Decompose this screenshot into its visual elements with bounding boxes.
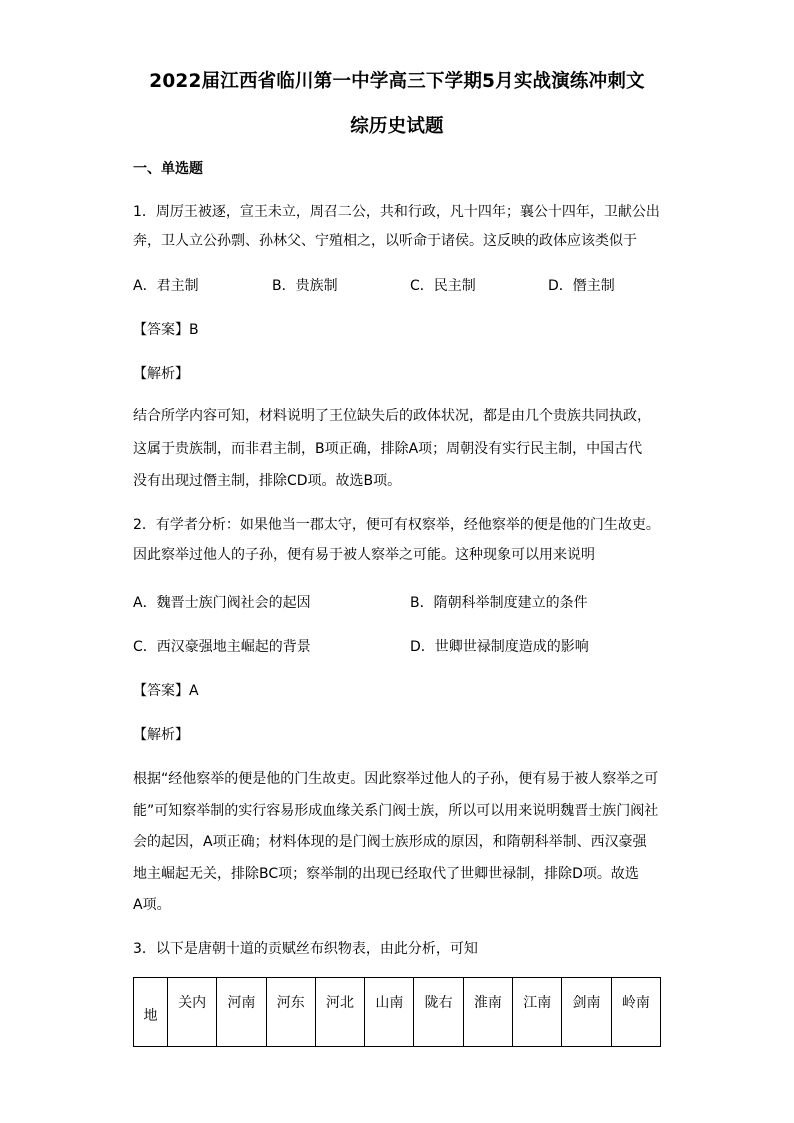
q2-analysis-line: A项。: [133, 897, 171, 913]
q2-option-c: C．西汉豪强地主崛起的背景: [133, 639, 311, 655]
q2-stem-line1: 2．有学者分析：如果他当一郡太守，便可有权察举，经他察举的便是他的门生故吏。: [133, 517, 660, 533]
table-cell-region: 剑南: [562, 978, 611, 1047]
q2-option-d: D．世卿世禄制度造成的影响: [410, 639, 589, 655]
q1-analysis-line: 没有出现过僭主制，排除CD项。故选B项。: [133, 473, 402, 489]
q2-analysis-line: 地主崛起无关，排除BC项；察举制的出现已经取代了世卿世禄制，排除D项。故选: [133, 866, 639, 882]
table-cell-region: 岭南: [611, 978, 660, 1047]
table-cell-region: 淮南: [463, 978, 512, 1047]
q3-stem: 3．以下是唐朝十道的贡赋丝布织物表，由此分析，可知: [133, 941, 478, 957]
tribute-table: [133, 977, 661, 1047]
q2-analysis-line: 会的起因，A项正确；材料体现的是门阀士族形成的原因，和隋朝科举制、西汉豪强: [133, 834, 647, 850]
table-cell-region: 河南: [217, 978, 266, 1047]
table-row: [134, 978, 661, 1047]
q1-answer: 【答案】B: [133, 322, 199, 338]
table-cell-region-label: 地: [134, 978, 168, 1047]
q2-option-a: A．魏晋士族门阀社会的起因: [133, 595, 311, 611]
table-cell-region: 江南: [513, 978, 562, 1047]
q1-stem-line1: 1．周厉王被逐，宣王未立，周召二公，共和行政，凡十四年；襄公十四年，卫献公出: [133, 204, 660, 220]
table-cell-region: 河北: [315, 978, 364, 1047]
q2-analysis-label: 【解析】: [133, 727, 189, 743]
table-cell-region: 关内: [168, 978, 217, 1047]
q2-analysis-line: 根据“经他察举的便是他的门生故吏。因此察举过他人的子孙，便有易于被人察举之可: [133, 771, 659, 787]
q1-option-a: A．君主制: [133, 278, 199, 294]
q2-option-b: B．隋朝科举制度建立的条件: [410, 595, 588, 611]
q1-analysis-label: 【解析】: [133, 366, 189, 382]
document-title-line2: 综历史试题: [350, 116, 444, 137]
table-cell-region: 陇右: [414, 978, 463, 1047]
table-cell-region: 河东: [266, 978, 315, 1047]
section-heading: 一、单选题: [133, 161, 203, 177]
table-cell-region: 山南: [365, 978, 414, 1047]
q1-analysis-line: 结合所学内容可知，材料说明了王位缺失后的政体状况，都是由几个贵族共同执政，: [133, 408, 651, 424]
q2-answer: 【答案】A: [133, 683, 199, 699]
q1-option-c: C．民主制: [410, 278, 476, 294]
q1-option-d: D．僭主制: [548, 278, 615, 294]
q2-analysis-line: 能”可知察举制的实行容易形成血缘关系门阀士族，所以可以用来说明魏晋士族门阀社: [133, 803, 659, 819]
q2-stem-line2: 因此察举过他人的子孙，便有易于被人察举之可能。这种现象可以用来说明: [133, 547, 595, 563]
q1-stem-line2: 奔，卫人立公孙剽、孙林父、宁殖相之，以听命于诸侯。这反映的政体应该类似于: [133, 233, 637, 249]
document-title-line1: 2022届江西省临川第一中学高三下学期5月实战演练冲刺文: [149, 71, 645, 92]
q1-analysis-line: 这属于贵族制，而非君主制，B项正确，排除A项；周朝没有实行民主制，中国古代: [133, 441, 643, 457]
q1-option-b: B．贵族制: [272, 278, 338, 294]
